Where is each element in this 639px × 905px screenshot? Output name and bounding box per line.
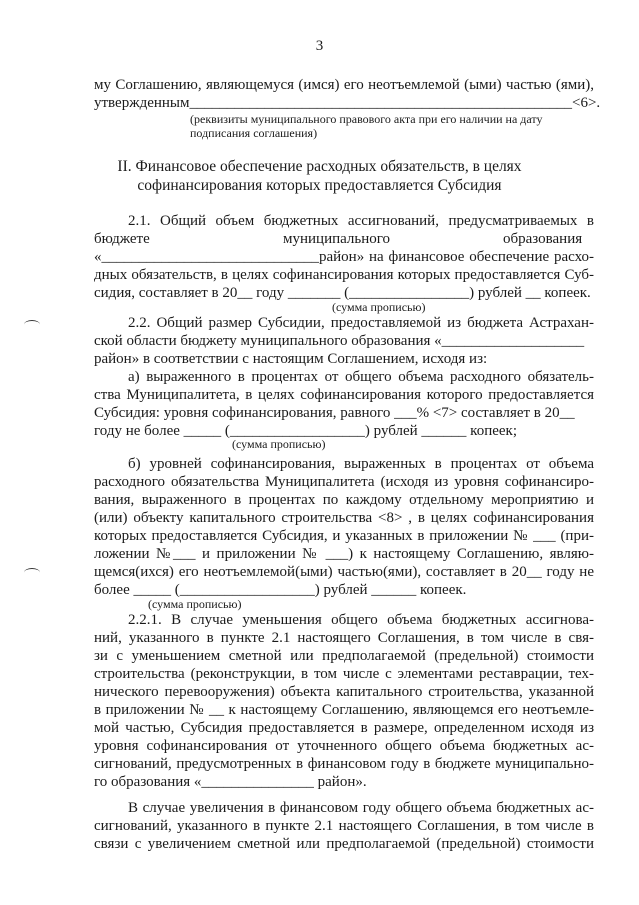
- intro-note: (реквизиты муниципального правового акта при его наличии на дату: [190, 112, 543, 126]
- paragraph-2-2-1-line: 2.2.1. В случае уменьшения общего объема бюджетных ассигнова-: [128, 612, 594, 628]
- subparagraph-b-line: более _____ (__________________) рублей ______ копеек.: [94, 582, 467, 598]
- paragraph-2-2-1-line: зи с уменьшением сметной или предполагаемой (предельной) стоимости: [94, 648, 594, 664]
- intro-line: утвержденным___________________________________________________<6>.: [94, 95, 601, 111]
- subparagraph-b-line: ложении №___ и приложении № ___) к настоящему Соглашению, являю-: [94, 546, 594, 562]
- scan-punch-mark: [24, 320, 40, 329]
- subparagraph-b-line: (или) объекту капитального строительства <8> , в целях софинансирования: [94, 510, 594, 526]
- paragraph-2-1-line: дных обязательств, в целях софинансирования которых предоставляется Суб-: [94, 267, 594, 283]
- intro-note: подписания соглашения): [190, 126, 318, 140]
- scan-punch-mark: [24, 568, 40, 577]
- paragraph-2-1-line: 2.1. Общий объем бюджетных ассигнований, предусматриваемых в: [128, 213, 594, 229]
- paragraph-2-2-line: район» в соответствии с настоящим Соглашением, исходя из:: [94, 351, 488, 367]
- amount-in-words-note: (сумма прописью): [232, 437, 326, 451]
- amount-in-words-note: (сумма прописью): [332, 300, 426, 314]
- page-number: 3: [315, 38, 324, 54]
- paragraph-2-2-1-line: нического перевооружения) объекта капитального строительства, указанной: [94, 684, 594, 700]
- subparagraph-b-line: щемся(ихся) его неотъемлемой(ыми) частью(ями), составляет в 20__ году не: [94, 564, 594, 580]
- section-title: софинансирования которых предоставляется Субсидия: [137, 177, 502, 194]
- paragraph-2-1-line: «_____________________________район» на финансовое обеспечение расхо-: [94, 249, 594, 265]
- paragraph-2-2-1-line: мой частью, Субсидия предоставляется в размере, определенном исходя из: [94, 720, 594, 736]
- paragraph-2-2-1-line: ний, указанного в пункте 2.1 настоящего Соглашения, в том числе в свя-: [94, 630, 594, 646]
- paragraph-increase-line: сигнований, указанного в пункте 2.1 настоящего Соглашения, в том числе в: [94, 818, 594, 834]
- subparagraph-a-line: Субсидия: уровня софинансирования, равного ___% <7> составляет в 20__: [94, 405, 575, 421]
- subparagraph-b-line: расходного обязательства Муниципалитета (исходя из уровня софинансиро-: [94, 474, 594, 490]
- paragraph-2-1-line: бюджете: [94, 231, 150, 247]
- subparagraph-a-line: ства Муниципалитета, в целях софинансирования которого предоставляется: [94, 387, 594, 403]
- paragraph-2-2-1-line: го образования «_______________ район».: [94, 774, 367, 790]
- paragraph-2-2-1-line: в приложении № __ к настоящему Соглашению, являющемся его неотъемле-: [94, 702, 594, 718]
- subparagraph-b-line: б) уровней софинансирования, выраженных в процентах от объема: [128, 456, 594, 472]
- paragraph-2-2-1-line: сигнований, предусмотренных в финансовом году в бюджете муниципально-: [94, 756, 594, 772]
- amount-in-words-note: (сумма прописью): [148, 597, 242, 611]
- subparagraph-a-line: году не более _____ (__________________) рублей ______ копеек;: [94, 423, 517, 439]
- subparagraph-a-line: а) выраженного в процентах от общего объема расходного обязатель-: [128, 369, 594, 385]
- section-title: II. Финансовое обеспечение расходных обязательств, в целях: [117, 158, 522, 175]
- paragraph-increase-line: связи с увеличением сметной или предполагаемой (предельной) стоимости: [94, 836, 594, 852]
- paragraph-2-2-1-line: уровня софинансирования от уточненного общего объема бюджетных ас-: [94, 738, 594, 754]
- paragraph-2-1-line: муниципального: [283, 231, 391, 247]
- paragraph-2-1-line: сидия, составляет в 20__ году _______ (________________) рублей __ копеек.: [94, 285, 591, 301]
- paragraph-2-2-line: 2.2. Общий размер Субсидии, предоставляемой из бюджета Астрахан-: [128, 315, 594, 331]
- paragraph-2-2-1-line: строительства (реконструкции, в том числе с элементами реставрации, тех-: [94, 666, 594, 682]
- paragraph-2-2-line: ской области бюджету муниципального образования «___________________: [94, 333, 585, 349]
- paragraph-2-1-line: образования: [503, 231, 583, 247]
- paragraph-increase-line: В случае увеличения в финансовом году общего объема бюджетных ас-: [128, 800, 594, 816]
- intro-line: му Соглашению, являющемуся (имся) его неотъемлемой (ыми) частью (ями),: [94, 77, 594, 93]
- subparagraph-b-line: которых предоставляется Субсидия, и указанных в приложении № ___ (при-: [94, 528, 594, 544]
- subparagraph-b-line: вания, выраженного в процентах по каждому отдельному мероприятию и: [94, 492, 594, 508]
